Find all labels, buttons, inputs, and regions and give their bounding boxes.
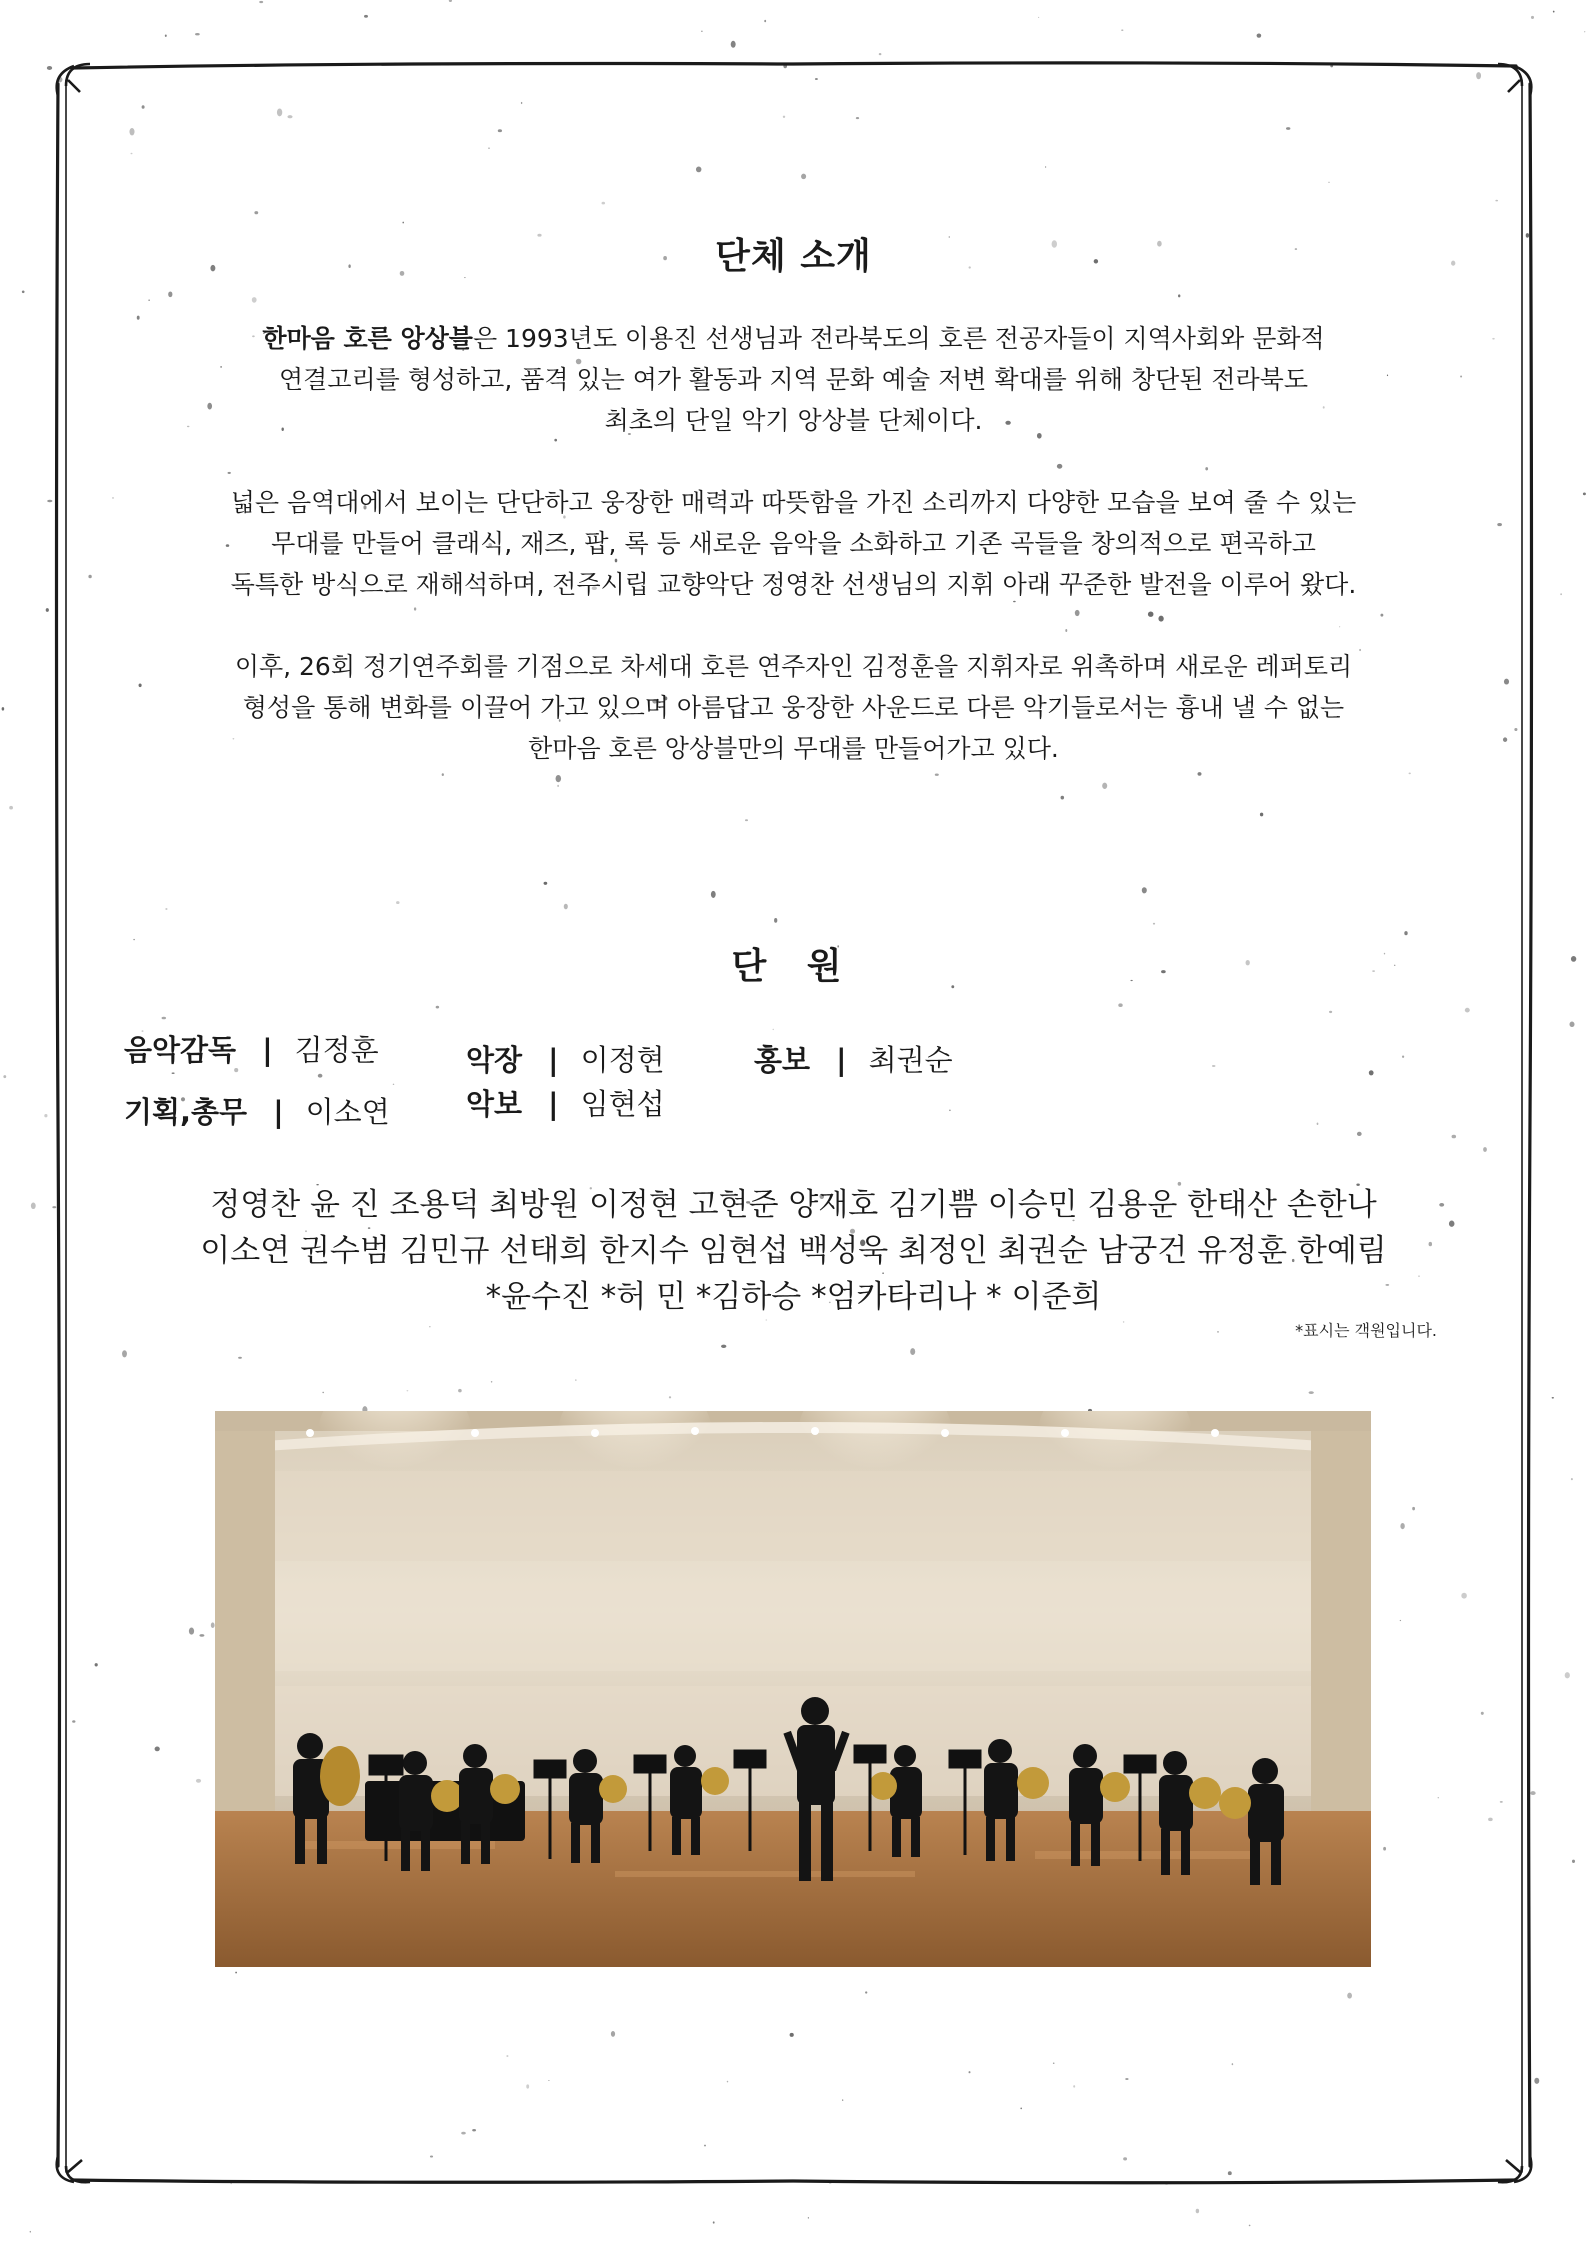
intro-title: 단체 소개	[715, 236, 872, 277]
intro-paragraph-1	[150, 318, 1437, 441]
role-director-name: 김정훈	[294, 1033, 379, 1067]
frame-corner-tr	[1498, 64, 1531, 96]
role-separator: |	[548, 1087, 559, 1121]
frame-corner-br	[1498, 2156, 1531, 2182]
role-director-label: 음악감독	[124, 1033, 237, 1067]
role-concertmaster-label: 악장	[466, 1043, 523, 1077]
role-separator: |	[262, 1033, 273, 1067]
intro-paragraph-1-line-1-text: 은 1993년도 이용진 선생님과 전라북도의 호른 전공자들이 지역사회와 문화적	[472, 324, 1325, 353]
role-promotion	[754, 1040, 953, 1080]
intro-paragraph-2-line-3: 독특한 방식으로 재해석하며, 전주시립 교향악단 정영찬 선생님의 지휘 아래 꾸준한 발전을 이루어 왔다.	[230, 570, 1357, 599]
role-librarian	[466, 1084, 665, 1124]
frame-left-line	[57, 84, 60, 2166]
intro-paragraph-3-line-2: 형성을 통해 변화를 이끌어 가고 있으며 아름답고 웅장한 사운드로 다른 악기들로서는 흉내 낼 수 없는	[242, 693, 1345, 722]
role-planning	[124, 1092, 390, 1132]
ensemble-name: 한마음 호른 앙상블	[262, 324, 473, 353]
role-separator: |	[273, 1095, 284, 1129]
intro-paragraph-1-line-2: 연결고리를 형성하고, 품격 있는 여가 활동과 지역 문화 예술 저변 확대를 위해 창단된 전라북도	[279, 365, 1308, 394]
role-concertmaster-name: 이정현	[580, 1043, 665, 1077]
intro-paragraph-2-line-1: 넓은 음역대에서 보이는 단단하고 웅장한 매력과 따뜻함을 가진 소리까지 다양한 모습을 보여 줄 수 있는	[230, 488, 1357, 517]
role-director	[124, 1030, 379, 1070]
intro-paragraph-1-line-1	[150, 318, 1437, 359]
frame-bottom-line	[72, 2180, 1516, 2183]
member-names-line-1: 정영찬 윤 진 조용덕 최방원 이정현 고현준 양재호 김기쁨 이승민 김용운 한태산 손한나	[210, 1187, 1377, 1223]
frame-right-line	[1529, 84, 1532, 2166]
role-librarian-name: 임현섭	[580, 1087, 665, 1121]
members-title: 단 원	[731, 946, 856, 987]
role-librarian-label: 악보	[466, 1087, 523, 1121]
role-promotion-name: 최권순	[868, 1043, 953, 1077]
member-names	[120, 1182, 1467, 1320]
frame-corner-bl	[57, 2156, 90, 2182]
intro-paragraph-3-line-3: 한마음 호른 앙상블만의 무대를 만들어가고 있다.	[528, 734, 1059, 763]
intro-paragraph-2	[150, 482, 1437, 605]
left-side-wall	[215, 1431, 275, 1811]
ensemble-concert-photo	[215, 1411, 1371, 1967]
role-planning-name: 이소연	[305, 1095, 390, 1129]
role-concertmaster	[466, 1040, 665, 1080]
frame-inner-right-line	[1522, 80, 1523, 2172]
intro-paragraph-2-line-2: 무대를 만들어 클래식, 재즈, 팝, 록 등 새로운 음악을 소화하고 기존 곡들을 창의적으로 편곡하고	[271, 529, 1316, 558]
frame-top-line	[72, 63, 1516, 68]
role-separator: |	[836, 1043, 847, 1077]
guest-note: *표시는 객원입니다.	[1295, 1321, 1437, 1340]
frame-inner-left-line	[65, 80, 66, 2172]
role-separator: |	[548, 1043, 559, 1077]
intro-paragraph-3	[150, 646, 1437, 769]
role-planning-label: 기획,총무	[124, 1095, 248, 1129]
right-side-wall	[1311, 1431, 1371, 1811]
member-names-line-2: 이소연 권수범 김민규 선태희 한지수 임현섭 백성욱 최정인 최권순 남궁건 유정훈 한예림	[200, 1233, 1387, 1269]
wall-panel-band-2	[275, 1576, 1315, 1671]
intro-paragraph-3-line-1: 이후, 26회 정기연주회를 기점으로 차세대 호른 연주자인 김정훈을 지휘자로 위촉하며 새로운 레퍼토리	[234, 652, 1353, 681]
intro-paragraph-1-line-3: 최초의 단일 악기 앙상블 단체이다.	[604, 406, 983, 435]
concert-stage-illustration	[215, 1411, 1371, 1967]
role-promotion-label: 홍보	[754, 1043, 811, 1077]
member-names-line-3: *윤수진 *허 민 *김하승 *엄카타리나 * 이준희	[485, 1279, 1102, 1315]
